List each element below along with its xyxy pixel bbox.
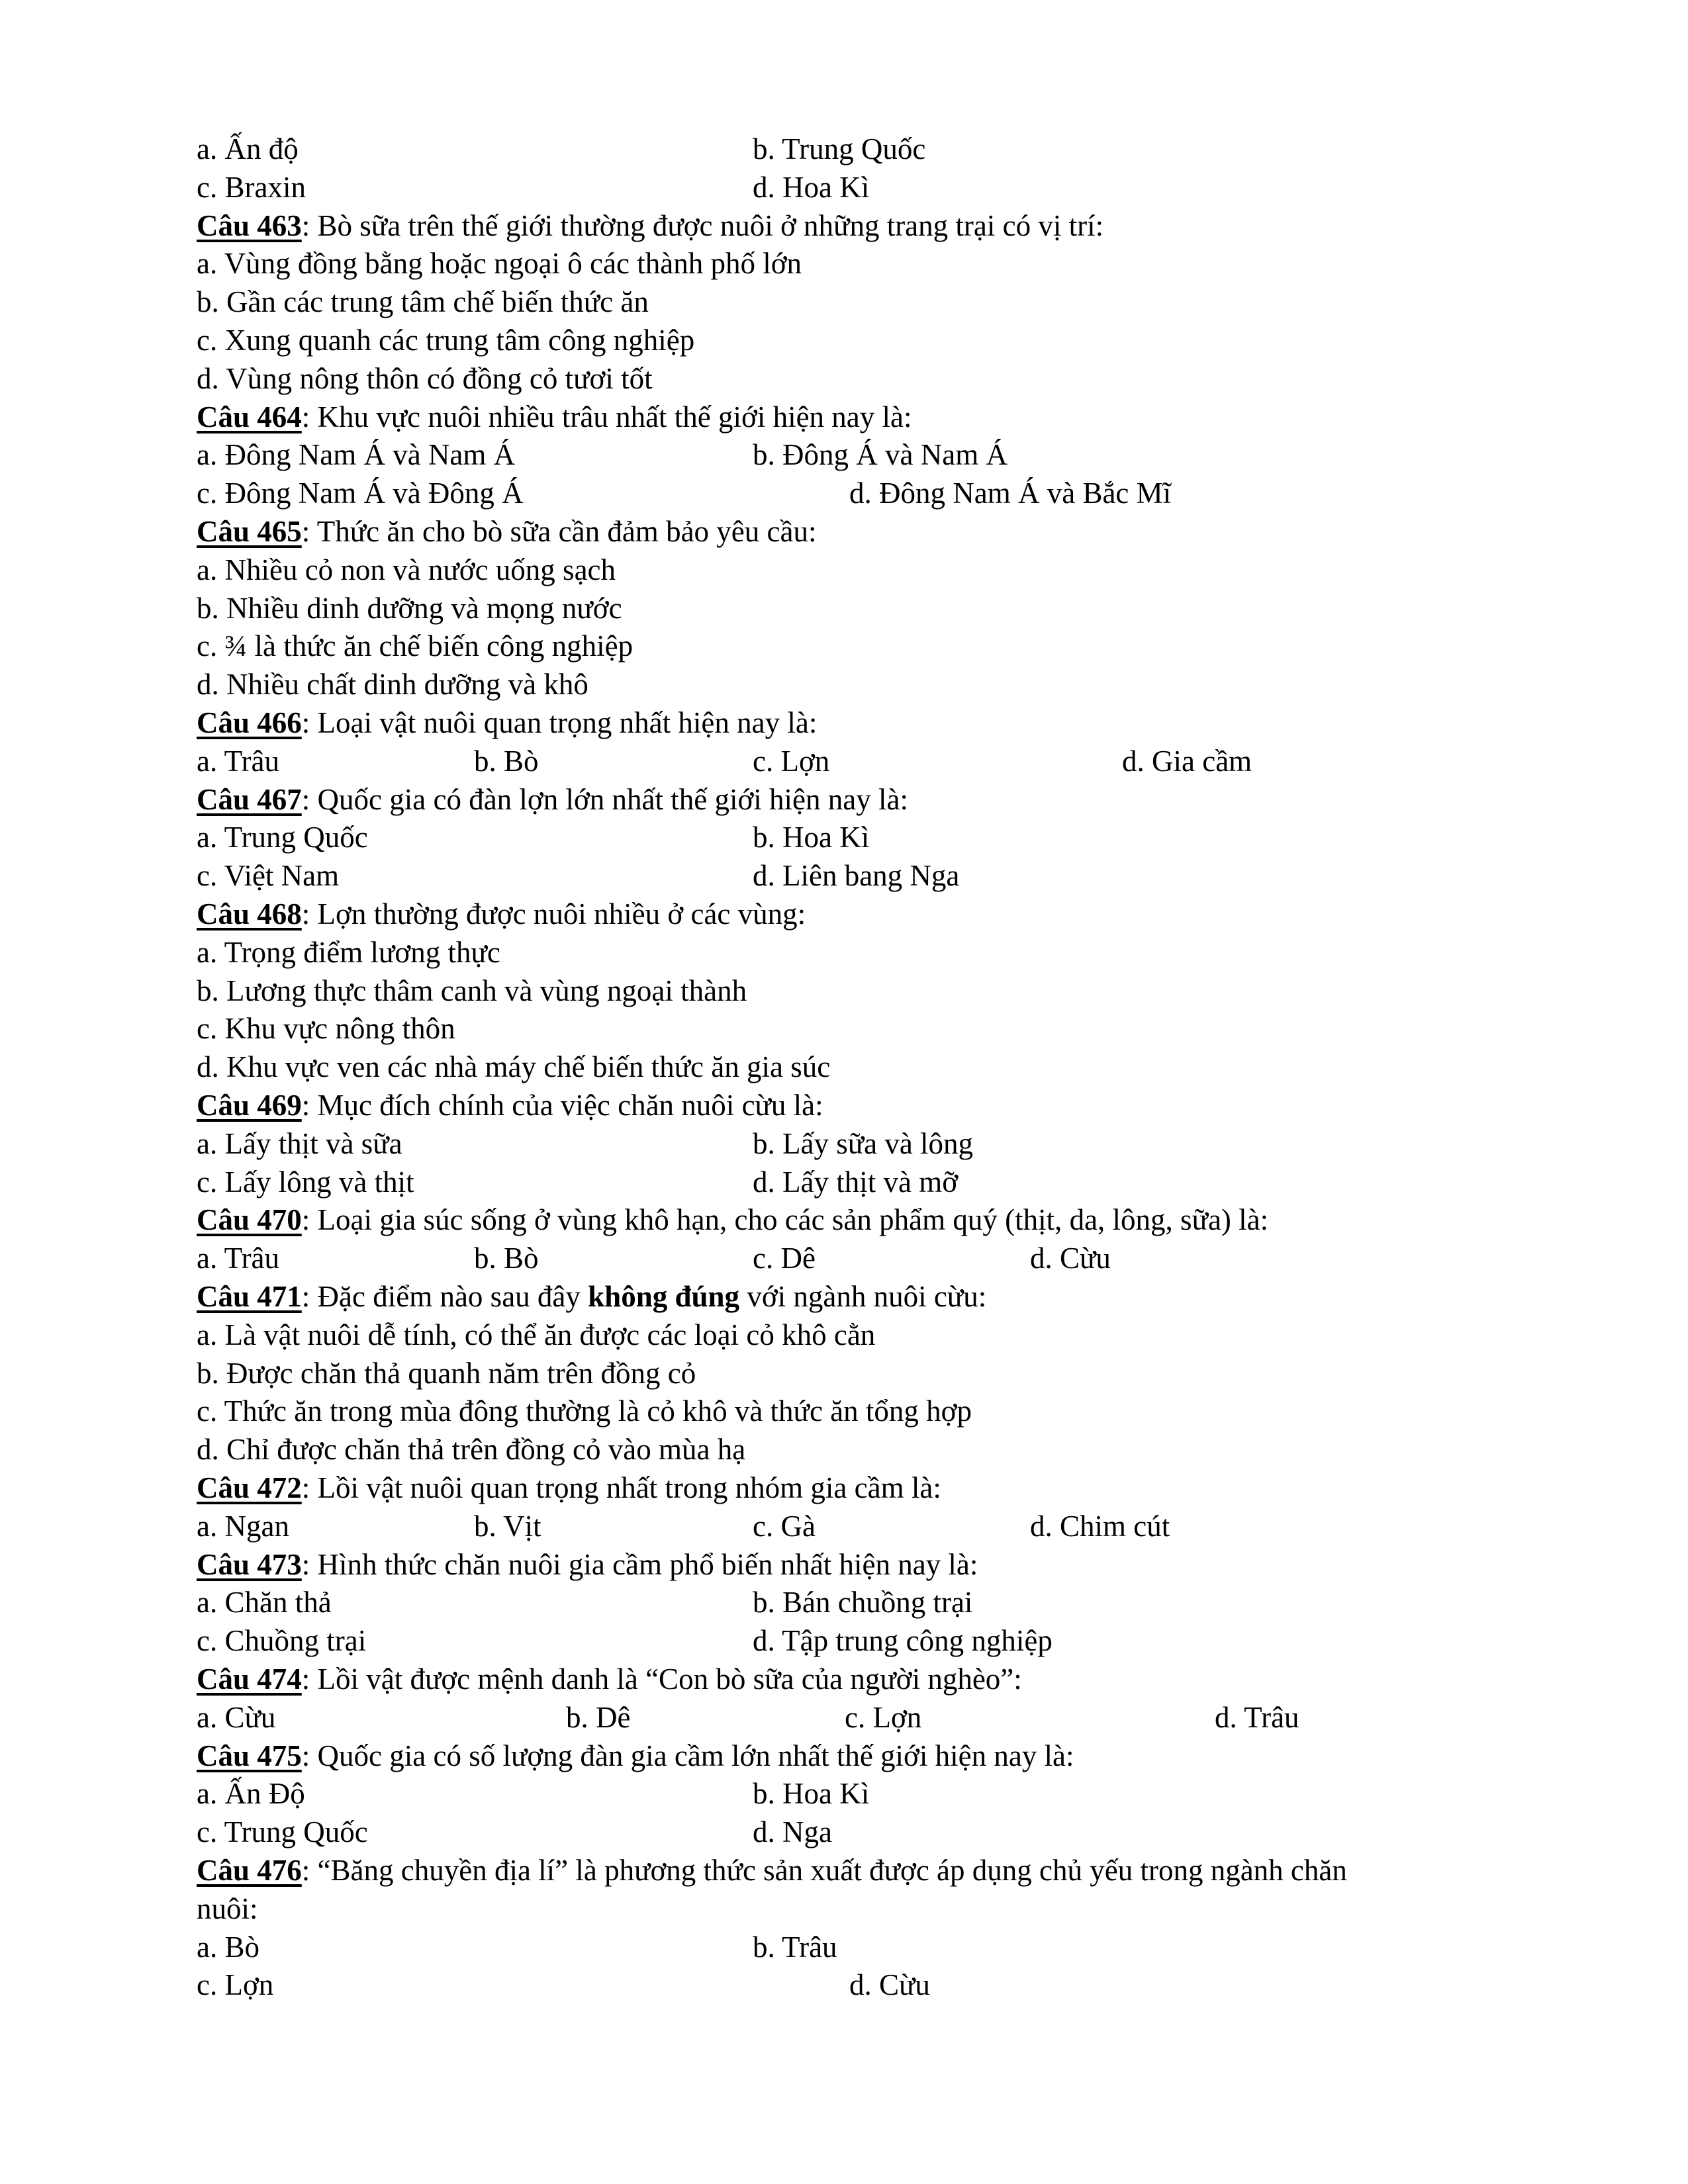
answer-line: [0, 1354, 1688, 1392]
question-text: [197, 206, 1103, 245]
answer-option: a. Cừu: [197, 1700, 276, 1734]
answer-option: c. Trung Quốc: [197, 1815, 368, 1849]
answer-option: b. Trung Quốc: [753, 132, 926, 165]
question-text: [197, 895, 806, 933]
answer-line: [0, 1507, 1688, 1545]
answer-option: a. Ngan: [197, 1509, 289, 1543]
answer-option: c. Lợn: [197, 1968, 274, 2002]
answer-line: [0, 1316, 1688, 1354]
answer-option: d. Liên bang Nga: [753, 859, 960, 893]
answer-line: [0, 1889, 1688, 1928]
answer-option: b. Nhiều dinh dưỡng và mọng nước: [197, 591, 622, 625]
answer-line: [0, 589, 1688, 627]
answer-option: a. Trâu: [197, 1242, 280, 1275]
question-text: [197, 1545, 978, 1584]
answer-option: b. Được chăn thả quanh năm trên đồng cỏ: [197, 1356, 696, 1390]
question-line: [0, 1201, 1688, 1239]
answer-line: [0, 972, 1688, 1010]
answer-option: a. Chăn thả: [197, 1586, 332, 1619]
answer-option: c. Chuồng trại: [197, 1624, 367, 1658]
answer-option: c. Braxin: [197, 170, 306, 204]
question-stem: : Bò sữa trên thế giới thường được nuôi ở những trang trại có vị trí:: [301, 208, 1104, 242]
answer-option: b. Trâu: [753, 1930, 837, 1964]
answer-option: d. Trâu: [1215, 1700, 1299, 1734]
answer-line: [0, 1163, 1688, 1201]
question-line: [0, 1545, 1688, 1584]
question-text: [197, 1660, 1022, 1698]
question-number: Câu 474: [197, 1662, 302, 1696]
question-stem: : Lợn thường được nuôi nhiều ở các vùng:: [301, 897, 806, 931]
answer-option: a. Ấn Độ: [197, 1777, 305, 1811]
question-line: [0, 398, 1688, 436]
answer-line: [0, 1774, 1688, 1813]
answer-line: [0, 244, 1688, 283]
question-number: Câu 468: [197, 897, 302, 931]
answer-line: [0, 1430, 1688, 1469]
answer-option: a. Ấn độ: [197, 132, 299, 165]
question-stem: : Mục đích chính của việc chăn nuôi cừu là:: [301, 1089, 823, 1122]
question-number: Câu 476: [197, 1854, 302, 1887]
answer-line: [0, 321, 1688, 359]
question-stem-end: với ngành nuôi cừu:: [739, 1280, 987, 1313]
question-number: Câu 465: [197, 515, 302, 548]
answer-option: d. Vùng nông thôn có đồng cỏ tươi tốt: [197, 361, 653, 395]
answer-option: b. Đông Á và Nam Á: [753, 438, 1008, 472]
answer-line: [0, 933, 1688, 972]
question-number: Câu 470: [197, 1203, 302, 1237]
answer-option: d. Nhiều chất dinh dưỡng và khô: [197, 668, 588, 702]
answer-option: b. Lương thực thâm canh và vùng ngoại thành: [197, 974, 747, 1007]
question-number: Câu 475: [197, 1739, 302, 1772]
answer-option: b. Bán chuồng trại: [753, 1586, 973, 1619]
answer-line: [0, 1621, 1688, 1660]
answer-line: [0, 1928, 1688, 1966]
question-text: [197, 704, 817, 742]
answer-option: d. Chim cút: [1030, 1509, 1170, 1543]
answer-option: a. Vùng đồng bằng hoặc ngoại ô các thành phố lớn: [197, 247, 802, 281]
question-stem: : Loại gia súc sống ở vùng khô hạn, cho các sản phẩm quý (thịt, da, lông, sữa) là:: [301, 1203, 1269, 1237]
answer-option: nuôi:: [197, 1891, 258, 1925]
question-text: [197, 1201, 1268, 1239]
question-text: [197, 1086, 823, 1124]
answer-option: a. Nhiều cỏ non và nước uống sạch: [197, 553, 616, 586]
question-line: [0, 1851, 1688, 1889]
answer-option: b. Bò: [474, 1242, 539, 1275]
question-text: [197, 780, 908, 819]
question-text: [197, 1851, 1347, 1889]
question-text: [197, 1469, 941, 1507]
answer-option: d. Chỉ được chăn thả trên đồng cỏ vào mùa hạ: [197, 1433, 746, 1467]
answer-option: c. Thức ăn trong mùa đông thường là cỏ khô và thức ăn tổng hợp: [197, 1394, 972, 1428]
question-number: Câu 472: [197, 1471, 302, 1504]
answer-line: [0, 1009, 1688, 1048]
answer-option: c. Lấy lông và thịt: [197, 1165, 414, 1199]
answer-option: b. Gần các trung tâm chế biến thức ăn: [197, 285, 649, 319]
answer-line: [0, 1966, 1688, 2004]
question-stem: : Quốc gia có đàn lợn lớn nhất thế giới hiện nay là:: [301, 782, 908, 816]
answer-line: [0, 627, 1688, 665]
answer-option: c. Xung quanh các trung tâm công nghiệp: [197, 324, 695, 357]
question-text: [197, 398, 912, 436]
answer-option: c. Khu vực nông thôn: [197, 1012, 455, 1046]
answer-option: c. Lợn: [845, 1700, 922, 1734]
answer-option: b. Vịt: [474, 1509, 541, 1543]
answer-option: d. Nga: [753, 1815, 832, 1849]
answer-option: c. Đông Nam Á và Đông Á: [197, 477, 524, 510]
answer-option: d. Đông Nam Á và Bắc Mĩ: [849, 477, 1172, 510]
answer-option: a. Là vật nuôi dễ tính, có thể ăn được các loại cỏ khô cằn: [197, 1318, 876, 1351]
answer-option: c. Gà: [753, 1509, 816, 1543]
question-text: [197, 512, 816, 551]
answer-option: b. Hoa Kì: [753, 1777, 870, 1811]
question-line: [0, 512, 1688, 551]
answer-option: a. Trọng điểm lương thực: [197, 935, 500, 969]
question-line: [0, 1660, 1688, 1698]
question-line: [0, 704, 1688, 742]
answer-line: [0, 283, 1688, 321]
answer-line: [0, 474, 1688, 512]
question-line: [0, 1086, 1688, 1124]
question-stem: : Quốc gia có số lượng đàn gia cầm lớn nhất thế giới hiện nay là:: [301, 1739, 1074, 1772]
question-line: [0, 1737, 1688, 1775]
question-stem: : “Băng chuyền địa lí” là phương thức sản xuất được áp dụng chủ yếu trong ngành chăn: [301, 1854, 1347, 1887]
answer-option: b. Lấy sữa và lông: [753, 1126, 974, 1160]
answer-line: [0, 1583, 1688, 1621]
answer-line: [0, 435, 1688, 474]
question-stem: : Loại vật nuôi quan trọng nhất hiện nay là:: [301, 706, 818, 739]
answer-line: [0, 665, 1688, 704]
answer-option: b. Dê: [566, 1700, 631, 1734]
answer-option: c. Dê: [753, 1242, 816, 1275]
question-line: [0, 1277, 1688, 1316]
question-line: [0, 206, 1688, 245]
question-line: [0, 780, 1688, 819]
question-number: Câu 466: [197, 706, 302, 739]
answer-line: [0, 1124, 1688, 1163]
answer-option: c. ¾ là thức ăn chế biến công nghiệp: [197, 629, 633, 663]
answer-option: d. Lấy thịt và mỡ: [753, 1165, 958, 1199]
question-number: Câu 467: [197, 782, 302, 816]
question-emphasis: không đúng: [588, 1280, 740, 1313]
answer-line: [0, 130, 1688, 168]
answer-line: [0, 742, 1688, 780]
answer-line: [0, 1813, 1688, 1851]
answer-option: d. Khu vực ven các nhà máy chế biến thức ăn gia súc: [197, 1050, 831, 1084]
answer-line: [0, 1239, 1688, 1277]
answer-option: a. Bò: [197, 1930, 259, 1964]
question-number: Câu 473: [197, 1547, 302, 1581]
answer-option: d. Cừu: [1030, 1242, 1111, 1275]
question-text: [197, 1737, 1074, 1775]
answer-option: a. Trâu: [197, 744, 280, 778]
answer-line: [0, 168, 1688, 206]
answer-line: [0, 818, 1688, 856]
answer-option: c. Việt Nam: [197, 859, 340, 893]
question-number: Câu 463: [197, 208, 302, 242]
answer-line: [0, 551, 1688, 589]
answer-line: [0, 856, 1688, 895]
question-number: Câu 464: [197, 400, 302, 433]
question-stem: : Khu vực nuôi nhiều trâu nhất thế giới hiện nay là:: [301, 400, 912, 433]
answer-option: b. Hoa Kì: [753, 821, 870, 854]
answer-option: a. Lấy thịt và sữa: [197, 1126, 402, 1160]
answer-option: b. Bò: [474, 744, 539, 778]
answer-option: d. Cừu: [849, 1968, 930, 2002]
question-number: Câu 471: [197, 1280, 302, 1313]
question-number: Câu 469: [197, 1089, 302, 1122]
question-line: [0, 895, 1688, 933]
question-text: [197, 1277, 986, 1316]
answer-option: d. Gia cầm: [1122, 744, 1252, 778]
answer-option: c. Lợn: [753, 744, 830, 778]
answer-option: d. Hoa Kì: [753, 170, 870, 204]
answer-option: a. Trung Quốc: [197, 821, 368, 854]
question-stem: : Lồi vật nuôi quan trọng nhất trong nhóm gia cầm là:: [301, 1471, 941, 1504]
question-stem: : Lồi vật được mệnh danh là “Con bò sữa của người nghèo”:: [301, 1662, 1022, 1696]
answer-option: a. Đông Nam Á và Nam Á: [197, 438, 516, 472]
answer-line: [0, 1698, 1688, 1737]
question-stem: : Hình thức chăn nuôi gia cầm phổ biến nhất hiện nay là:: [301, 1547, 978, 1581]
question-line: [0, 1469, 1688, 1507]
answer-line: [0, 359, 1688, 398]
answer-line: [0, 1392, 1688, 1430]
answer-option: d. Tập trung công nghiệp: [753, 1624, 1053, 1658]
answer-line: [0, 1048, 1688, 1086]
question-stem: : Đặc điểm nào sau đây: [301, 1280, 588, 1313]
question-stem: : Thức ăn cho bò sữa cần đảm bảo yêu cầu:: [301, 515, 817, 548]
